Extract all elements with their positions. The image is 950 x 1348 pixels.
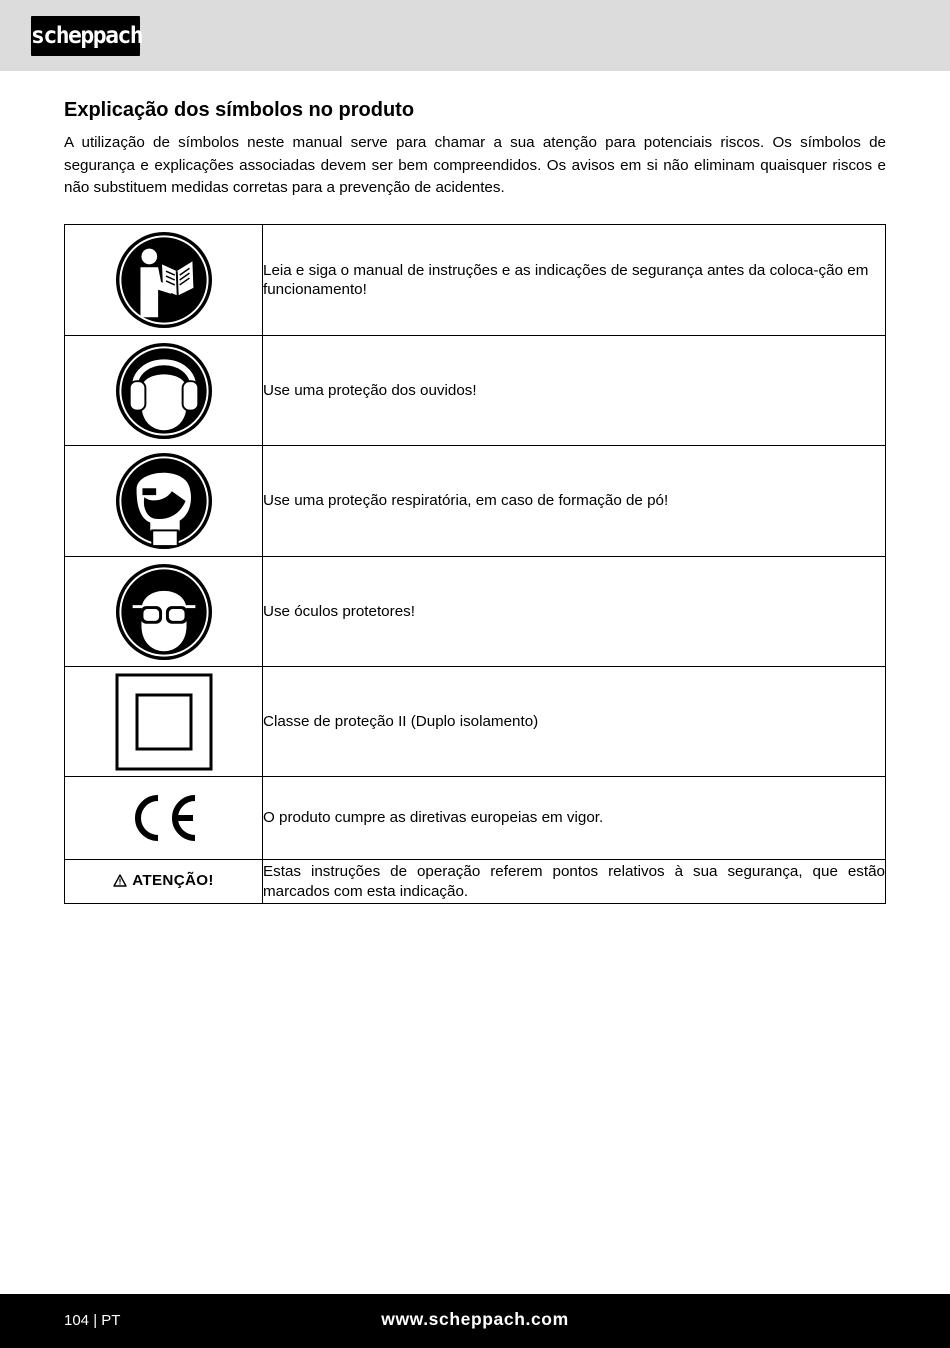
- symbols-table: [64, 224, 886, 904]
- table-row: [65, 225, 886, 336]
- attention-label: [113, 872, 213, 889]
- language-code: PT: [101, 1312, 121, 1329]
- scheppach-logo: scheppach: [31, 16, 140, 56]
- safety-goggles-icon: [115, 563, 213, 661]
- description-cell: Classe de proteção II (Duplo isolamento): [263, 667, 886, 777]
- icon-cell: [65, 557, 263, 667]
- description-cell: Estas instruções de operação referem pontos relativos à sua segurança, que estão marcados com esta indicação.: [263, 860, 886, 904]
- table-row: [65, 557, 886, 667]
- icon-cell: [65, 446, 263, 557]
- description-cell: Use uma proteção respiratória, em caso de formação de pó!: [263, 446, 886, 557]
- page-separator: |: [93, 1312, 98, 1329]
- table-row: [65, 860, 886, 904]
- attention-text: ATENÇÃO!: [132, 871, 214, 889]
- icon-cell: [65, 777, 263, 860]
- main-content: [64, 97, 886, 200]
- description-cell: O produto cumpre as diretivas europeias em vigor.: [263, 777, 886, 860]
- protection-class-ii-icon: [115, 673, 213, 771]
- description-cell: Use óculos protetores!: [263, 557, 886, 667]
- read-manual-icon: [115, 231, 213, 329]
- section-title: Explicação dos símbolos no produto: [64, 99, 415, 121]
- ce-mark-icon: [129, 792, 199, 844]
- icon-cell: [65, 336, 263, 446]
- table-row: [65, 336, 886, 446]
- page-header: [0, 0, 950, 71]
- page-footer: [0, 1294, 950, 1348]
- warning-triangle-icon: [113, 874, 127, 887]
- description-cell: Use uma proteção dos ouvidos!: [263, 336, 886, 446]
- table-row: [65, 777, 886, 860]
- icon-cell: [65, 225, 263, 336]
- ear-protection-icon: [115, 342, 213, 440]
- icon-cell: [65, 860, 263, 904]
- page-number-value: 104: [64, 1312, 90, 1329]
- respiratory-protection-icon: [115, 452, 213, 550]
- intro-paragraph: A utilização de símbolos neste manual serve para chamar a sua atenção para potenciais riscos. Os símbolos de segurança e explicações associadas devem ser bem compreendidos. Os avisos em si não eliminam quaisquer riscos e não substituem medidas corretas para a prevenção de acidentes.: [64, 134, 886, 196]
- table-row: [65, 446, 886, 557]
- description-cell: Leia e siga o manual de instruções e as indicações de segurança antes da coloca-ção em funcionamento!: [263, 225, 886, 336]
- table-row: [65, 667, 886, 777]
- icon-cell: [65, 667, 263, 777]
- website-link[interactable]: www.scheppach.com: [381, 1309, 569, 1329]
